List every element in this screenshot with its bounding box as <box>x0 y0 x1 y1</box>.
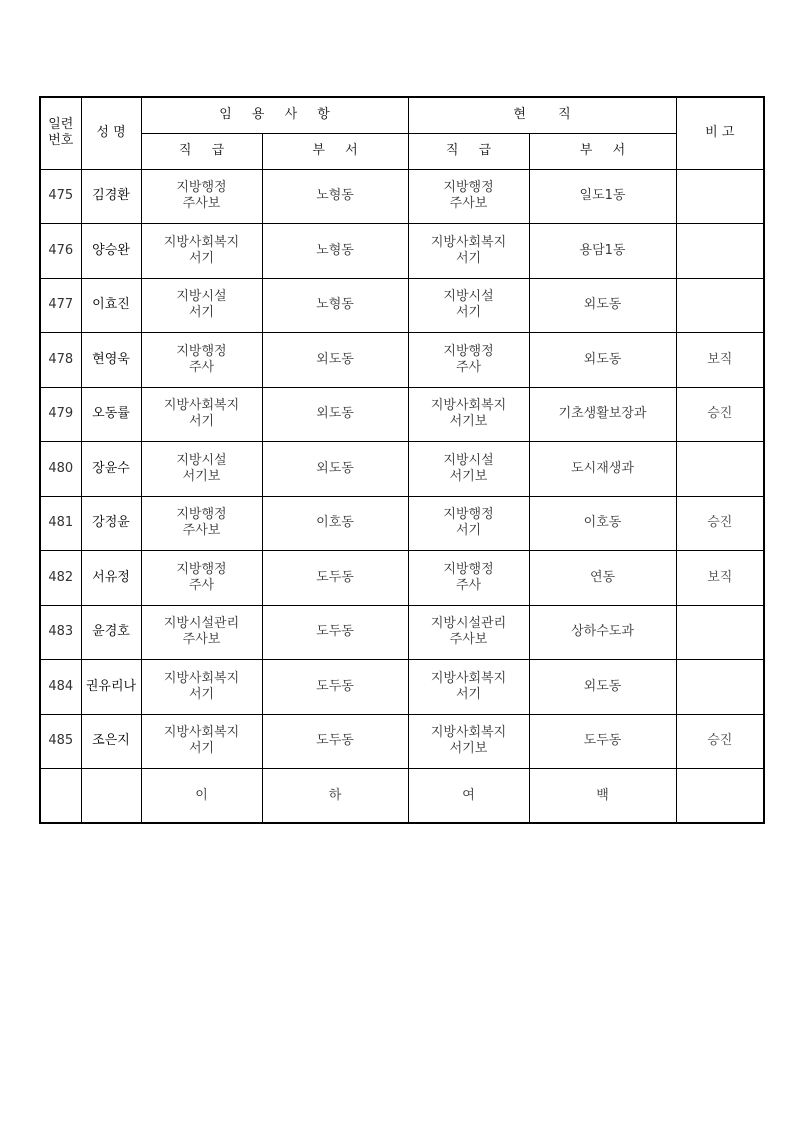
appointment-rank-cell-line: 서기 <box>188 414 215 430</box>
appointment-rank-cell-line: 주사 <box>188 359 215 375</box>
serial-number-cell: 485 <box>40 714 81 769</box>
name-cell: 이효진 <box>81 278 141 333</box>
appointment-rank-cell <box>141 714 262 769</box>
current-rank-cell-line: 지방행정 <box>443 507 494 523</box>
appointment-rank-cell-line: 지방행정 <box>176 180 227 196</box>
remarks-cell <box>676 278 764 333</box>
current-dept-cell: 외도동 <box>529 333 676 388</box>
appointment-rank-cell-line: 주사보 <box>182 523 221 539</box>
appointment-dept-cell: 외도동 <box>262 387 408 442</box>
name-cell: 윤경호 <box>81 605 141 660</box>
appointment-dept-header: 부 서 <box>262 133 408 169</box>
serial-number-cell: 478 <box>40 333 81 388</box>
table-row <box>40 714 764 769</box>
appointment-rank-header: 직 급 <box>141 133 262 169</box>
footer-text-cell: 여 <box>408 769 529 824</box>
current-rank-cell-line: 지방시설 <box>443 452 494 468</box>
footer-text-cell: 백 <box>529 769 676 824</box>
appointment-dept-cell: 도두동 <box>262 551 408 606</box>
table-row <box>40 442 764 497</box>
serial-number-cell: 476 <box>40 224 81 279</box>
current-rank-cell <box>408 714 529 769</box>
footer-empty-cell <box>40 769 81 824</box>
current-dept-cell: 기초생활보장과 <box>529 387 676 442</box>
current-dept-cell: 이호동 <box>529 496 676 551</box>
appointment-rank-cell-line: 지방행정 <box>176 561 227 577</box>
name-cell: 조은지 <box>81 714 141 769</box>
current-dept-cell: 일도1동 <box>529 169 676 224</box>
current-dept-cell: 외도동 <box>529 660 676 715</box>
appointment-rank-cell-line: 지방사회복지 <box>163 670 240 686</box>
current-rank-cell-line: 서기 <box>455 523 482 539</box>
remarks-cell: 승진 <box>676 387 764 442</box>
current-dept-cell: 용담1동 <box>529 224 676 279</box>
serial-number-cell: 475 <box>40 169 81 224</box>
current-rank-cell-line: 지방시설관리 <box>430 616 507 632</box>
appointment-dept-cell: 외도동 <box>262 442 408 497</box>
appointment-rank-cell <box>141 169 262 224</box>
current-rank-cell-line: 서기보 <box>449 468 488 484</box>
table-row <box>40 551 764 606</box>
remarks-cell <box>676 605 764 660</box>
appointment-rank-cell <box>141 333 262 388</box>
appointment-rank-cell <box>141 387 262 442</box>
appointment-rank-cell <box>141 278 262 333</box>
current-dept-header: 부 서 <box>529 133 676 169</box>
appointment-rank-cell-line: 지방시설 <box>176 452 227 468</box>
serial-number-cell: 483 <box>40 605 81 660</box>
appointment-rank-cell <box>141 442 262 497</box>
remarks-cell: 보직 <box>676 333 764 388</box>
name-cell: 서유정 <box>81 551 141 606</box>
appointment-dept-cell: 노형동 <box>262 224 408 279</box>
current-dept-cell: 연동 <box>529 551 676 606</box>
name-cell: 장윤수 <box>81 442 141 497</box>
table-row <box>40 387 764 442</box>
remarks-cell: 보직 <box>676 551 764 606</box>
appointment-rank-cell-line: 주사 <box>188 577 215 593</box>
current-rank-cell <box>408 169 529 224</box>
appointment-rank-cell-line: 서기 <box>188 686 215 702</box>
current-rank-cell-line: 주사보 <box>449 632 488 648</box>
current-dept-cell: 상하수도과 <box>529 605 676 660</box>
footer-empty-cell <box>676 769 764 824</box>
serial-number-cell: 482 <box>40 551 81 606</box>
appointment-header: 임 용 사 항 <box>141 97 408 133</box>
table-row <box>40 333 764 388</box>
name-cell: 현영욱 <box>81 333 141 388</box>
current-rank-cell-line: 지방시설 <box>443 289 494 305</box>
current-dept-cell: 도시재생과 <box>529 442 676 497</box>
current-rank-cell <box>408 605 529 660</box>
footer-text-cell: 하 <box>262 769 408 824</box>
appointment-rank-cell-line: 지방행정 <box>176 343 227 359</box>
serial-number-header: 일련 번호 <box>40 97 81 169</box>
table-row <box>40 169 764 224</box>
personnel-appointment-table <box>39 96 765 824</box>
appointment-rank-cell-line: 서기보 <box>182 468 221 484</box>
appointment-rank-cell-line: 지방사회복지 <box>163 725 240 741</box>
appointment-rank-cell <box>141 660 262 715</box>
current-rank-cell <box>408 660 529 715</box>
appointment-rank-cell-line: 지방시설관리 <box>163 616 240 632</box>
appointment-rank-cell <box>141 224 262 279</box>
appointment-rank-cell-line: 지방사회복지 <box>163 234 240 250</box>
serial-number-cell: 481 <box>40 496 81 551</box>
appointment-rank-cell-line: 지방시설 <box>176 289 227 305</box>
current-position-header: 현 직 <box>408 97 676 133</box>
current-rank-cell-line: 서기보 <box>449 414 488 430</box>
current-rank-cell-line: 지방사회복지 <box>430 725 507 741</box>
current-rank-cell-line: 지방행정 <box>443 343 494 359</box>
appointment-rank-cell-line: 지방행정 <box>176 507 227 523</box>
appointment-dept-cell: 노형동 <box>262 169 408 224</box>
appointment-rank-cell <box>141 551 262 606</box>
table-row <box>40 278 764 333</box>
table-row <box>40 660 764 715</box>
current-rank-cell <box>408 224 529 279</box>
current-rank-cell <box>408 333 529 388</box>
current-rank-cell-line: 지방사회복지 <box>430 398 507 414</box>
appointment-rank-cell-line: 서기 <box>188 741 215 757</box>
appointment-dept-cell: 이호동 <box>262 496 408 551</box>
current-dept-cell: 도두동 <box>529 714 676 769</box>
remarks-header: 비 고 <box>676 97 764 169</box>
footer-empty-cell <box>81 769 141 824</box>
current-rank-cell <box>408 442 529 497</box>
appointment-rank-cell-line: 서기 <box>188 250 215 266</box>
remarks-cell <box>676 169 764 224</box>
appointment-rank-cell-line: 지방사회복지 <box>163 398 240 414</box>
current-rank-cell-line: 주사보 <box>449 196 488 212</box>
name-cell: 김경환 <box>81 169 141 224</box>
current-rank-header: 직 급 <box>408 133 529 169</box>
current-rank-cell-line: 서기 <box>455 686 482 702</box>
remarks-cell: 승진 <box>676 496 764 551</box>
appointment-dept-cell: 도두동 <box>262 714 408 769</box>
footer-row <box>40 769 764 824</box>
appointment-rank-cell-line: 주사보 <box>182 632 221 648</box>
remarks-cell <box>676 660 764 715</box>
current-rank-cell-line: 서기 <box>455 305 482 321</box>
current-dept-cell: 외도동 <box>529 278 676 333</box>
remarks-cell <box>676 442 764 497</box>
current-rank-cell <box>408 551 529 606</box>
appointment-rank-cell <box>141 496 262 551</box>
table-row <box>40 605 764 660</box>
current-rank-cell-line: 서기보 <box>449 741 488 757</box>
serial-number-cell: 477 <box>40 278 81 333</box>
appointment-rank-cell <box>141 605 262 660</box>
table-row <box>40 496 764 551</box>
name-cell: 양승완 <box>81 224 141 279</box>
current-rank-cell-line: 주사 <box>455 359 482 375</box>
current-rank-cell <box>408 496 529 551</box>
current-rank-cell-line: 주사 <box>455 577 482 593</box>
current-rank-cell <box>408 278 529 333</box>
appointment-dept-cell: 도두동 <box>262 605 408 660</box>
appointment-rank-cell-line: 주사보 <box>182 196 221 212</box>
remarks-cell <box>676 224 764 279</box>
name-header: 성 명 <box>81 97 141 169</box>
name-cell: 권유리나 <box>81 660 141 715</box>
appointment-dept-cell: 도두동 <box>262 660 408 715</box>
serial-number-cell: 479 <box>40 387 81 442</box>
appointment-rank-cell-line: 서기 <box>188 305 215 321</box>
current-rank-cell-line: 지방사회복지 <box>430 234 507 250</box>
table-body <box>40 169 764 769</box>
current-rank-cell-line: 서기 <box>455 250 482 266</box>
table-row <box>40 224 764 279</box>
appointment-dept-cell: 외도동 <box>262 333 408 388</box>
current-rank-cell-line: 지방사회복지 <box>430 670 507 686</box>
current-rank-cell-line: 지방행정 <box>443 180 494 196</box>
appointment-dept-cell: 노형동 <box>262 278 408 333</box>
remarks-cell: 승진 <box>676 714 764 769</box>
name-cell: 오동률 <box>81 387 141 442</box>
serial-number-cell: 480 <box>40 442 81 497</box>
current-rank-cell-line: 지방행정 <box>443 561 494 577</box>
footer-text-cell: 이 <box>141 769 262 824</box>
serial-number-cell: 484 <box>40 660 81 715</box>
name-cell: 강정윤 <box>81 496 141 551</box>
current-rank-cell <box>408 387 529 442</box>
